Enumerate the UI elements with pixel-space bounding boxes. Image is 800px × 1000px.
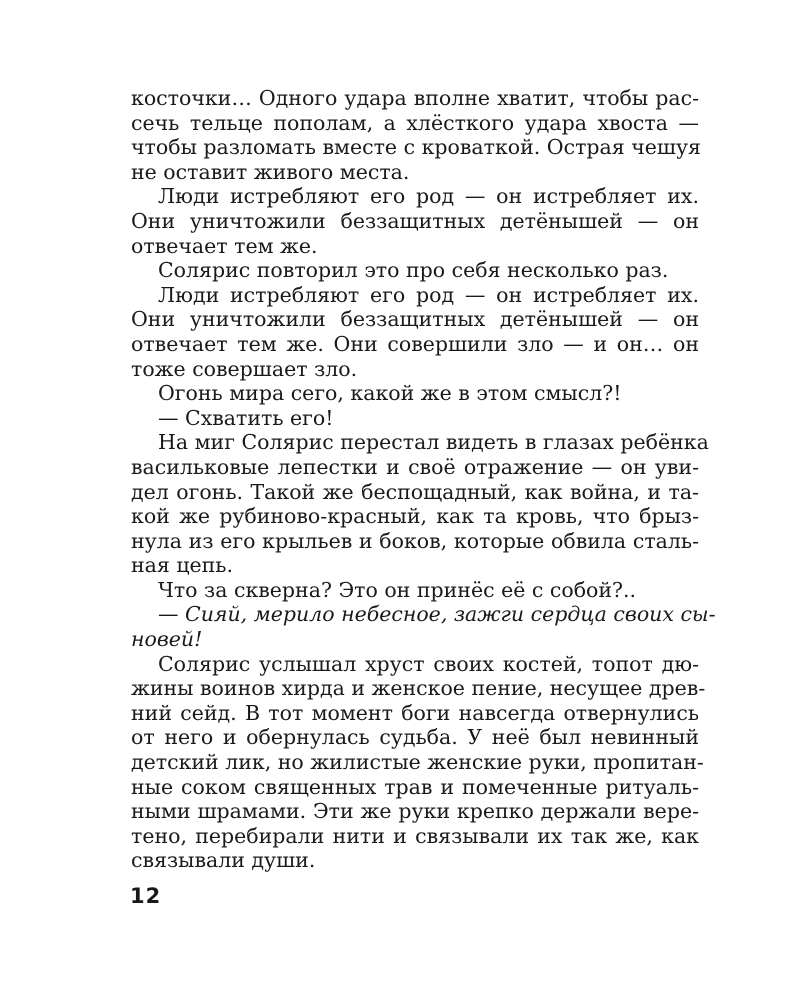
text-line: ная цепь. xyxy=(131,553,233,578)
text-line: от него и обернулась судьба. У неё был невинный xyxy=(131,725,699,750)
text-line: тоже совершает зло. xyxy=(131,356,358,381)
text-line: не оставит живого места. xyxy=(131,159,410,184)
text-line: На миг Солярис перестал видеть в глазах ребёнка xyxy=(158,430,709,455)
text-line: жины воинов хирда и женское пение, несущее древ- xyxy=(131,676,706,701)
text-line: чтобы разломать вместе с кроваткой. Острая чешуя xyxy=(131,135,701,160)
text-line: Что за скверна? Это он принёс её с собой?.. xyxy=(158,577,637,602)
text-line: отвечает тем же. xyxy=(131,233,318,258)
text-line: дел огонь. Такой же беспощадный, как война, и та- xyxy=(131,479,699,504)
text-line-italic: — Сияй, мерило небесное, зажги сердца своих сы- xyxy=(158,602,716,627)
text-line: ными шрамами. Эти же руки крепко держали вере- xyxy=(131,799,699,824)
text-line: Люди истребляют его род — он истребляет их. xyxy=(158,282,699,307)
body-text xyxy=(131,86,716,873)
text-line: Солярис повторил это про себя несколько раз. xyxy=(158,258,669,283)
text-line: Огонь мира сего, какой же в этом смысл?! xyxy=(158,381,622,406)
text-line: васильковые лепестки и своё отражение — он уви- xyxy=(131,454,699,479)
text-line: тено, перебирали нити и связывали их так же, как xyxy=(131,823,699,848)
text-line: сечь тельце пополам, а хлёсткого удара хвоста — xyxy=(131,110,699,135)
text-line: детский лик, но жилистые женские руки, пропитан- xyxy=(131,750,704,775)
text-line: Они уничтожили беззащитных детёнышей — он xyxy=(131,307,699,332)
text-line: нула из его крыльев и боков, которые обвила сталь- xyxy=(131,528,699,553)
text-line: косточки… Одного удара вполне хватит, чтобы рас- xyxy=(131,86,699,110)
text-line: кой же рубиново-красный, как та кровь, что брыз- xyxy=(131,504,699,529)
text-line: связывали души. xyxy=(131,848,316,873)
text-line: Они уничтожили беззащитных детёнышей — он xyxy=(131,208,699,233)
text-line: отвечает тем же. Они совершили зло — и он… он xyxy=(131,331,699,356)
text-line-italic: новей! xyxy=(131,627,203,652)
text-line: Солярис услышал хруст своих костей, топот дю- xyxy=(158,651,699,676)
text-line: Люди истребляют его род — он истребляет их. xyxy=(158,184,699,209)
text-line: ные соком священных трав и помеченные ритуаль- xyxy=(131,774,699,799)
text-line: ний сейд. В тот момент боги навсегда отвернулись xyxy=(131,700,699,725)
text-line: — Схватить его! xyxy=(158,405,334,430)
page-number: 12 xyxy=(130,884,162,908)
